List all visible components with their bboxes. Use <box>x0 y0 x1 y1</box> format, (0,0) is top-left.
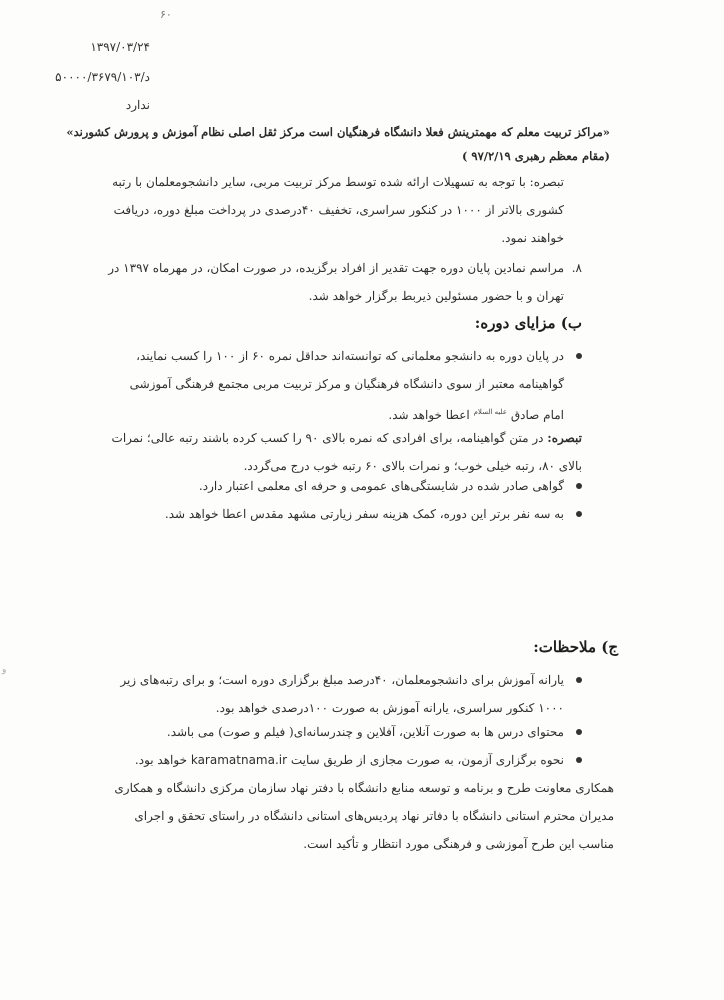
page-number: ۶۰ <box>160 8 172 21</box>
exam-text-end: خواهد بود. <box>134 753 188 767</box>
leader-quote-text: «مراکز تربیت معلم که مهمترینش فعلا دانشگاه فرهنگیان است مرکز ثقل اصلی نظام آموزش و پرورش کشورند» <box>66 125 610 139</box>
section-c-bullet-content: محتوای درس ها به صورت آنلاین، آفلاین و چندرسانه‌ای( فیلم و صوت) می باشد. <box>105 718 582 746</box>
certificate-text: در پایان دوره به دانشجو معلمانی که توانسته‌اند حداقل نمره ۶۰ از ۱۰۰ را کسب نمایند، گواهینامه معتبر از سوی دانشگاه فرهنگیان و مرکز تربیت مربی مجتمع فرهنگی آموزشی امام صادق <box>129 349 564 422</box>
note-text: در متن گواهینامه، برای افرادی که نمره بالای ۹۰ را کسب کرده باشند رتبه عالی؛ نمرات بالای ۸۰، رتبه خیلی خوب؛ و نمرات بالای ۶۰ رتبه خوب درج می‌گردد. <box>111 431 582 473</box>
letter-number: ۵۰۰۰۰/۳۶۷۹/۱۰۳/د <box>55 70 150 84</box>
section-b-bullet-competency: گواهی صادر شده در شایستگی‌های عمومی و حرفه ای معلمی اعتبار دارد. <box>105 472 582 500</box>
section-a-note: تبصره: با توجه به تسهیلات ارائه شده توسط مرکز تربیت مربی، سایر دانشجومعلمان با رتبه کشوری بالاتر از ۱۰۰۰ در کنکور سراسری، تخفیف ۴۰درصدی در پرداخت مبلغ دوره، دریافت خواهند نمود. <box>112 175 564 245</box>
section-b-bullet-prize: به سه نفر برتر این دوره، کمک هزینه سفر زیارتی مشهد مقدس اعطا خواهد شد. <box>105 500 582 528</box>
leader-quote-source: (مقام معظم رهبری ۹۷/۲/۱۹ ) <box>461 149 610 163</box>
exam-text: نحوه برگزاری آزمون، به صورت مجازی از طریق سایت <box>290 753 564 767</box>
item-8-text: مراسم نمادین پایان دوره جهت تقدیر از افراد برگزیده، در صورت امکان، در مهرماه ۱۳۹۷ در تهران و با حضور مسئولین ذیربط برگزار خواهد شد. <box>108 261 564 303</box>
section-c-bullet-subsidy: یارانه آموزش برای دانشجومعلمان، ۴۰درصد مبلغ برگزاری دوره است؛ و برای رتبه‌های زیر ۱۰۰۰ کنکور سراسری، یارانه آموزش به صورت ۱۰۰درصدی خواهد بود. <box>105 666 582 722</box>
leader-quote <box>40 120 610 168</box>
certificate-text-end: اعطا خواهد شد. <box>388 408 470 422</box>
exam-website: karamatnama.ir <box>190 753 288 767</box>
section-b-bullet-certificate <box>105 342 582 429</box>
item-8-number: ۸. <box>571 261 582 275</box>
honorific: علیه السلام <box>473 408 507 416</box>
closing-paragraph: همکاری معاونت طرح و برنامه و توسعه منابع دانشگاه با دفتر نهاد سازمان مرکزی دانشگاه و همکاری مدیران محترم استانی دانشگاه با دفاتر نهاد پردیس‌های استانی دانشگاه در راستای تحقق و اجرای مناسب این طرح آموزشی و فرهنگی مورد انتظار و تأکید است. <box>114 781 614 851</box>
section-c-heading: ج) ملاحظات: <box>533 638 618 656</box>
letter-attachment: ندارد <box>125 98 150 112</box>
section-b-heading: ب) مزایای دوره: <box>474 314 582 332</box>
section-a-item-8 <box>105 254 582 310</box>
letter-date: ۱۳۹۷/۰۳/۲۴ <box>90 40 150 54</box>
margin-mark: و <box>2 665 7 675</box>
note-label: تبصره: <box>547 431 582 445</box>
section-c-bullet-exam <box>105 746 582 774</box>
